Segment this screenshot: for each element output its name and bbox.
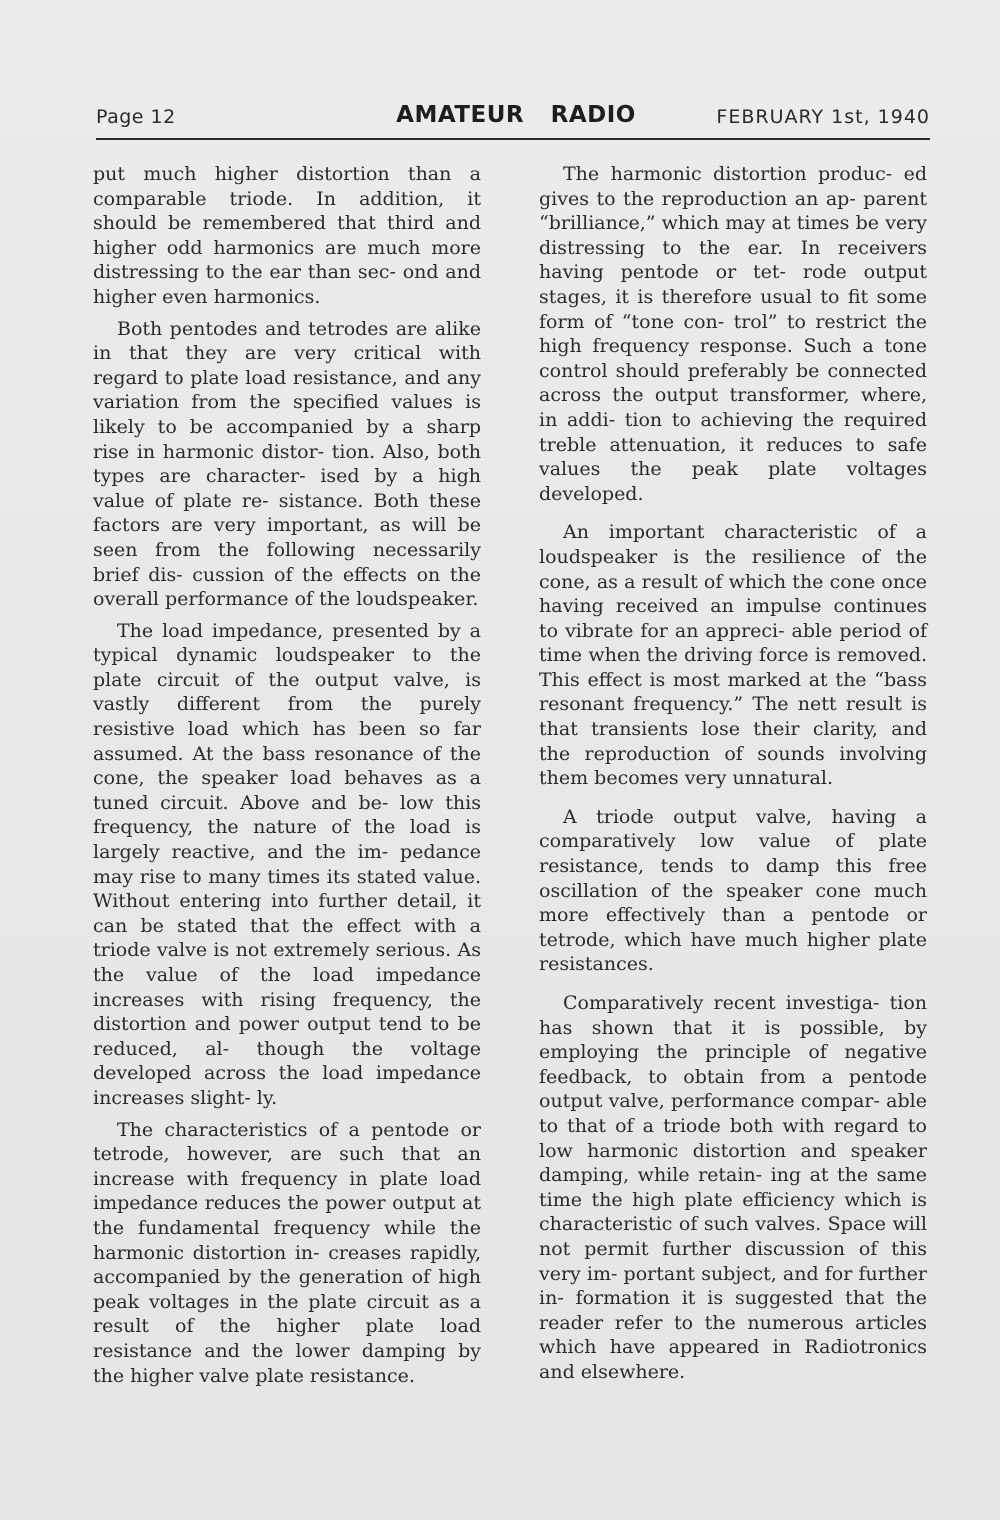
issue-date: FEBRUARY 1st, 1940 [716, 106, 930, 128]
right-paragraph-4: Comparatively recent investiga- tion has shown that it is possible, by employing the principle of negative feedback, to obtain from a pentode output valve, performance compar- able to that of a triode both with regard to low harmonic distortion and speaker damping, while retain- ing at the same time the high plate efficiency which is characteristic of such valves. Space will not permit further discussion of this very im- portant subject, and for further in- formation it is suggested that the reader refer to the numerous articles which have appeared in Radiotronics and elsewhere. [539, 992, 927, 1383]
left-column [93, 162, 481, 1395]
left-paragraph-1: put much higher distortion than a comparable triode. In addition, it should be remembered that third and higher odd harmonics are much more distressing to the ear than sec- ond and higher even harmonics. [93, 163, 481, 308]
page-number: Page 12 [96, 106, 176, 128]
right-paragraph-1: The harmonic distortion produc- ed gives to the reproduction an ap- parent “brilliance,” which may at times be very distressing to the ear. In receivers having pentode or tet- rode output stages, it is therefore usual to fit some form of “tone con- trol” to restrict the high frequency response. Such a tone control should preferably be connected across the output transformer, where, in addi- tion to achieving the required treble attenuation, it reduces to safe values the peak plate voltages developed. [539, 163, 927, 505]
right-paragraph-2: An important characteristic of a loudspeaker is the resilience of the cone, as a result of which the cone once having received an impulse continues to vibrate for an appreci- able period of time when the driving force is removed. This effect is most marked at the “bass resonant frequency.” The nett result is that transients lose their clarity, and the reproduction of sounds involving them becomes very unnatural. [539, 521, 927, 790]
right-column [539, 162, 927, 1399]
right-paragraph-3: A triode output valve, having a comparatively low value of plate resistance, tends to damp this free oscillation of the speaker cone much more effectively than a pentode or tetrode, which have much higher plate resistances. [539, 805, 927, 976]
publication-title: AMATEUR RADIO [396, 102, 636, 128]
left-paragraph-2: Both pentodes and tetrodes are alike in that they are very critical with regard to plate load resistance, and any variation from the specified values is likely to be accompanied by a sharp rise in harmonic distor- tion. Also, both types are character- ised by a high value of plate re- sistance. Both these factors are very important, as will be seen from the following necessarily brief dis- cussion of the effects on the overall performance of the loudspeaker. [93, 317, 481, 611]
left-paragraph-3: The load impedance, presented by a typical dynamic loudspeaker to the plate circuit of the output valve, is vastly different from the purely resistive load which has been so far assumed. At the bass resonance of the cone, the speaker load behaves as a tuned circuit. Above and be- low this frequency, the nature of the load is largely reactive, and the im- pedance may rise to many times its stated value. Without entering into further detail, it can be stated that the effect with a triode valve is not extremely serious. As the value of the load impedance increases with rising frequency, the distortion and power output tend to be reduced, al- though the voltage developed across the load impedance increases slight- ly. [93, 619, 481, 1109]
left-paragraph-4: The characteristics of a pentode or tetrode, however, are such that an increase with frequency in plate load impedance reduces the power output at the fundamental frequency while the harmonic distortion in- creases rapidly, accompanied by the generation of high peak voltages in the plate circuit as a result of the higher plate load resistance and the lower damping by the higher valve plate resistance. [93, 1118, 481, 1387]
page-header [96, 104, 930, 140]
